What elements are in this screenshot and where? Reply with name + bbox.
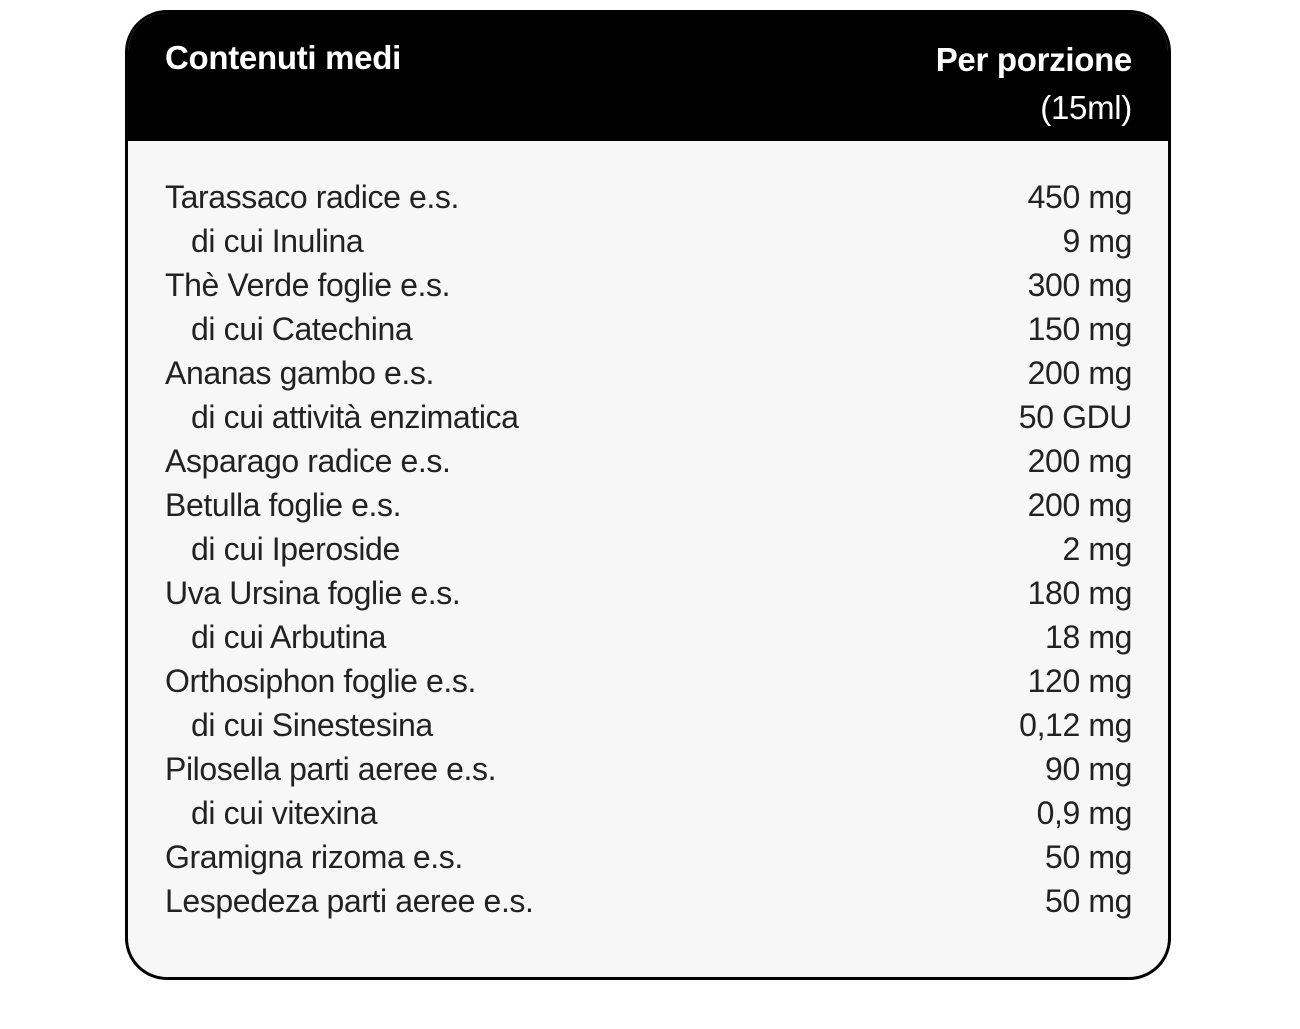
ingredient-list: [165, 175, 1132, 923]
ingredient-name: di cui vitexina: [191, 795, 378, 831]
ingredient-name: di cui Catechina: [191, 311, 413, 347]
ingredient-name: Ananas gambo e.s.: [165, 355, 434, 391]
table-row-subitem: [165, 219, 1132, 263]
ingredient-amount: 50 mg: [1045, 839, 1132, 875]
ingredient-amount: 18 mg: [1045, 619, 1132, 655]
ingredient-name: Pilosella parti aeree e.s.: [165, 751, 497, 787]
table-header: [128, 13, 1168, 141]
table-row: [165, 879, 1132, 923]
ingredient-amount: 50 GDU: [1018, 399, 1132, 435]
table-row: [165, 483, 1132, 527]
ingredient-name: Asparago radice e.s.: [165, 443, 451, 479]
ingredient-amount: 180 mg: [1027, 575, 1132, 611]
ingredient-amount: 50 mg: [1045, 883, 1132, 919]
ingredient-name: Uva Ursina foglie e.s.: [165, 575, 461, 611]
ingredient-amount: 120 mg: [1027, 663, 1132, 699]
table-row-subitem: [165, 703, 1132, 747]
table-row-subitem: [165, 791, 1132, 835]
ingredient-amount: 0,12 mg: [1019, 707, 1132, 743]
table-row: [165, 835, 1132, 879]
ingredient-amount: 200 mg: [1027, 487, 1132, 523]
per-serving-label: Per porzione: [935, 41, 1132, 78]
ingredient-name: di cui Sinestesina: [191, 707, 433, 743]
ingredient-name: Thè Verde foglie e.s.: [165, 267, 451, 303]
table-row-subitem: [165, 527, 1132, 571]
table-row-subitem: [165, 615, 1132, 659]
table-row: [165, 351, 1132, 395]
table-row: [165, 659, 1132, 703]
ingredient-amount: 2 mg: [1062, 531, 1132, 567]
column-header-per-serving: [936, 36, 1132, 132]
table-row: [165, 571, 1132, 615]
table-row: [165, 747, 1132, 791]
ingredient-name: Tarassaco radice e.s.: [165, 179, 459, 215]
ingredient-amount: 90 mg: [1045, 751, 1132, 787]
ingredient-name: Gramigna rizoma e.s.: [165, 839, 463, 875]
ingredient-amount: 450 mg: [1027, 179, 1132, 215]
ingredient-name: Betulla foglie e.s.: [165, 487, 402, 523]
ingredient-name: di cui attività enzimatica: [191, 399, 519, 435]
serving-size-label: (15ml): [1040, 89, 1132, 126]
ingredient-amount: 300 mg: [1027, 267, 1132, 303]
nutrition-table-card: [125, 10, 1171, 980]
table-row-subitem: [165, 307, 1132, 351]
ingredient-amount: 0,9 mg: [1036, 795, 1132, 831]
ingredient-name: Lespedeza parti aeree e.s.: [165, 883, 534, 919]
table-row: [165, 439, 1132, 483]
ingredient-amount: 150 mg: [1027, 311, 1132, 347]
table-row-subitem: [165, 395, 1132, 439]
ingredient-name: di cui Iperoside: [191, 531, 400, 567]
ingredient-name: Orthosiphon foglie e.s.: [165, 663, 476, 699]
ingredient-name: di cui Inulina: [191, 223, 364, 259]
table-row: [165, 175, 1132, 219]
ingredient-name: di cui Arbutina: [191, 619, 387, 655]
ingredient-amount: 200 mg: [1027, 443, 1132, 479]
ingredient-amount: 9 mg: [1062, 223, 1132, 259]
table-row: [165, 263, 1132, 307]
ingredient-amount: 200 mg: [1027, 355, 1132, 391]
column-header-contents: Contenuti medi: [165, 39, 401, 76]
